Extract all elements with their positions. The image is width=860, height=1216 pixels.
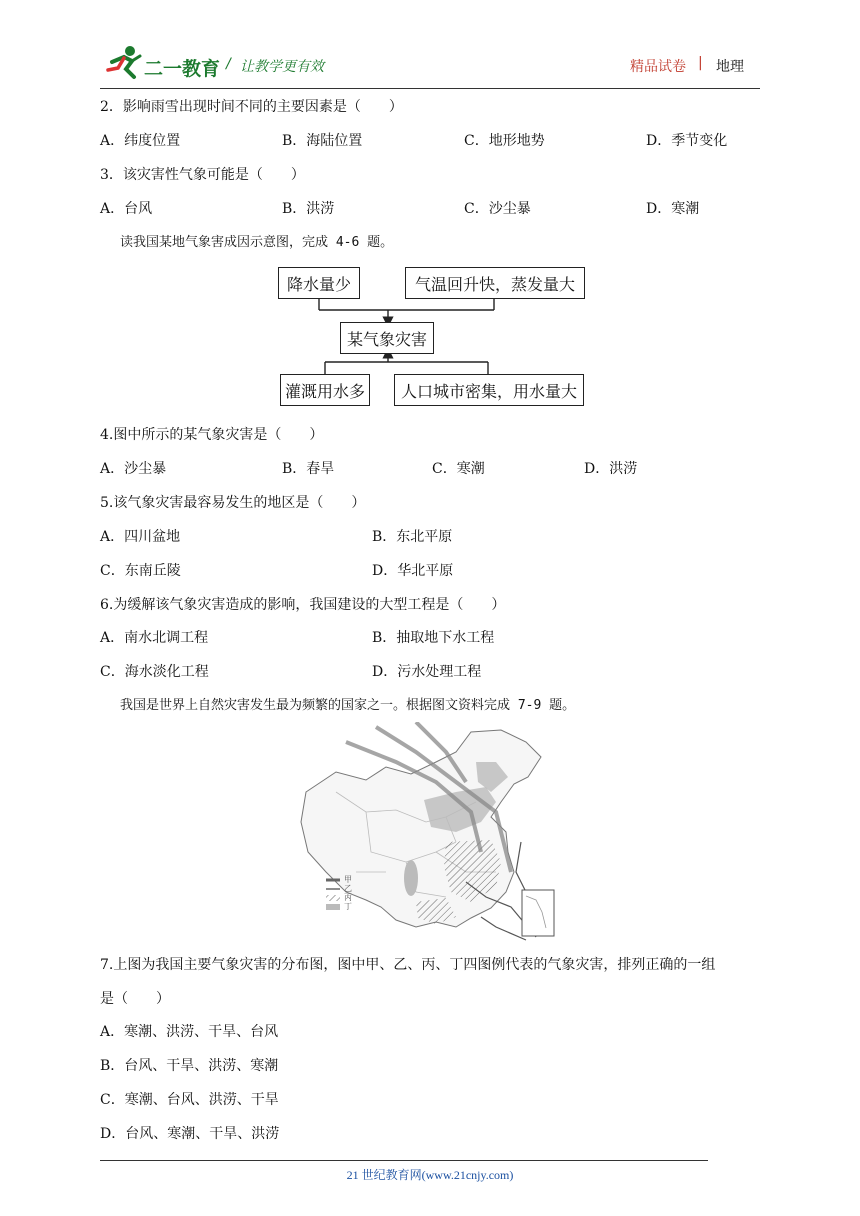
question-7-stem-line1: 7.上图为我国主要气象灾害的分布图，图中甲、乙、丙、丁四图例代表的气象灾害，排列正确的一组: [100, 957, 716, 973]
question-7-option-d: D．台风、寒潮、干旱、洪涝: [100, 1126, 280, 1142]
intro-4-6: 读我国某地气象害成因示意图，完成 4-6 题。: [120, 235, 394, 250]
question-5-stem: 5.该气象灾害最容易发生的地区是（ ）: [100, 495, 366, 511]
question-2-option-b: B．海陆位置: [282, 133, 363, 149]
diagram-box-irrigation: 灌溉用水多: [280, 374, 370, 406]
question-4-option-d: D．洪涝: [584, 461, 638, 477]
diagram-box-low-precipitation: 降水量少: [278, 267, 360, 299]
diagram-box-temperature-evaporation: 气温回升快，蒸发量大: [405, 267, 585, 299]
question-2-option-d: D．季节变化: [646, 133, 728, 149]
question-4-stem: 4.图中所示的某气象灾害是（ ）: [100, 427, 324, 443]
header-divider: |: [698, 55, 703, 71]
footer-rule: [100, 1160, 708, 1161]
question-6-option-d: D．污水处理工程: [372, 664, 482, 680]
map-legend-ding: 丁: [344, 902, 352, 911]
question-5-option-b: B．东北平原: [372, 529, 453, 545]
question-7-option-c: C．寒潮、台风、洪涝、干旱: [100, 1092, 279, 1108]
question-3-option-a: A．台风: [100, 201, 153, 217]
question-2-stem: 2．影响雨雪出现时间不同的主要因素是（ ）: [100, 99, 403, 115]
map-figure: [296, 722, 558, 944]
question-4-option-b: B．春旱: [282, 461, 335, 477]
header-slogan: 让教学更有效: [240, 59, 324, 75]
question-3-option-b: B．洪涝: [282, 201, 335, 217]
question-2-option-a: A．纬度位置: [100, 133, 181, 149]
question-7-option-b: B．台风、干旱、洪涝、寒潮: [100, 1058, 279, 1074]
question-5-option-d: D．华北平原: [372, 563, 454, 579]
question-6-option-c: C．海水淡化工程: [100, 664, 209, 680]
map-legend-yi: 乙: [344, 884, 352, 893]
question-5-option-a: A．四川盆地: [100, 529, 181, 545]
question-6-option-b: B．抽取地下水工程: [372, 630, 495, 646]
question-7-option-a: A．寒潮、洪涝、干旱、台风: [100, 1024, 279, 1040]
question-3-option-c: C．沙尘暴: [464, 201, 531, 217]
question-6-stem: 6.为缓解该气象灾害造成的影响，我国建设的大型工程是（ ）: [100, 597, 506, 613]
header-separator: /: [226, 56, 231, 72]
header-subject: 地理: [716, 59, 744, 75]
intro-7-9: 我国是世界上自然灾害发生最为频繁的国家之一。根据图文资料完成 7-9 题。: [120, 698, 576, 713]
diagram-connectors: [0, 0, 860, 420]
question-6-option-a: A．南水北调工程: [100, 630, 209, 646]
header-badge: 精品试卷: [630, 59, 686, 75]
diagram-box-urban-demand: 人口城市密集，用水量大: [394, 374, 584, 406]
footer-text: 21 世纪教育网(www.21cnjy.com): [346, 1168, 514, 1182]
question-5-option-c: C．东南丘陵: [100, 563, 181, 579]
question-4-option-a: A．沙尘暴: [100, 461, 167, 477]
diagram-box-disaster: 某气象灾害: [340, 322, 434, 354]
map-legend-jia: 甲: [344, 875, 352, 884]
map-legend-bing: 丙: [344, 893, 352, 902]
logo-text: 二一教育: [144, 58, 221, 80]
question-3-option-d: D．寒潮: [646, 201, 700, 217]
question-4-option-c: C．寒潮: [432, 461, 485, 477]
question-3-stem: 3．该灾害性气象可能是（ ）: [100, 167, 305, 183]
china-disaster-map: [296, 722, 558, 944]
question-2-option-c: C．地形地势: [464, 133, 545, 149]
question-7-stem-line2: 是（ ）: [100, 991, 170, 1007]
